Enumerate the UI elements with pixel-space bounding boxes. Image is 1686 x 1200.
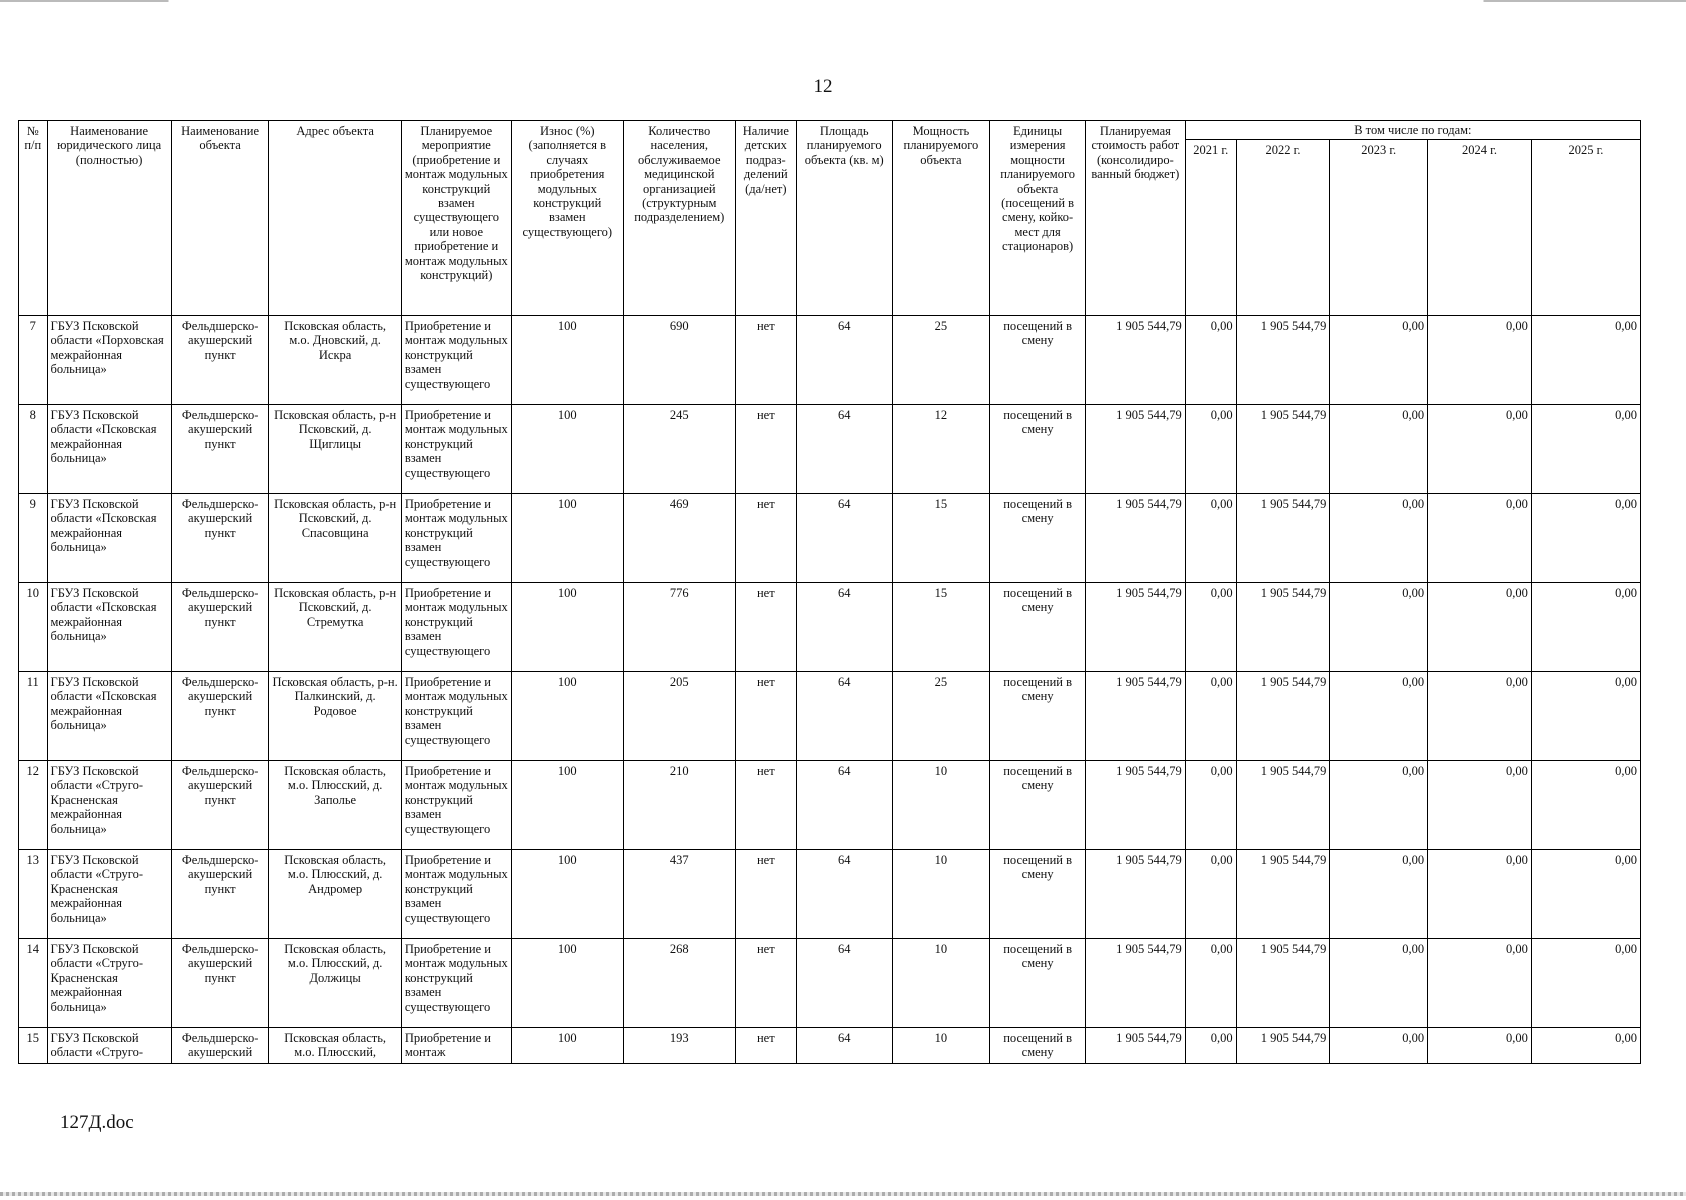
row-num: 8: [19, 405, 48, 494]
row-2025: 0,00: [1531, 672, 1640, 761]
row-object: Фельдшерско-акушерский: [171, 1028, 269, 1064]
header-cost: Планируемая стоимость работ (консолидиро-ванный бюджет): [1085, 121, 1185, 316]
row-entity: ГБУЗ Псковской области «Струго-Красненская межрайонная больница»: [47, 939, 171, 1028]
row-children: нет: [735, 939, 796, 1028]
row-2023: 0,00: [1330, 494, 1428, 583]
header-population: Количество населения, обслуживаемое медицинской организацией (структурным подразделением): [623, 121, 735, 316]
row-object: Фельдшерско-акушерский пункт: [171, 316, 269, 405]
row-wear: 100: [511, 583, 623, 672]
row-population: 268: [623, 939, 735, 1028]
row-units: посещений в смену: [990, 494, 1086, 583]
scan-edge-top: [0, 0, 1686, 2]
row-2024: 0,00: [1428, 672, 1532, 761]
row-2021: 0,00: [1185, 316, 1236, 405]
row-entity: ГБУЗ Псковской области «Псковская межрайонная больница»: [47, 672, 171, 761]
row-area: 64: [796, 850, 892, 939]
row-num: 9: [19, 494, 48, 583]
row-2023: 0,00: [1330, 939, 1428, 1028]
row-area: 64: [796, 761, 892, 850]
row-2023: 0,00: [1330, 583, 1428, 672]
row-2024: 0,00: [1428, 850, 1532, 939]
row-wear: 100: [511, 405, 623, 494]
row-action: Приобретение и монтаж модульных конструкций взамен существующего: [401, 939, 511, 1028]
row-2023: 0,00: [1330, 672, 1428, 761]
row-children: нет: [735, 761, 796, 850]
row-address: Псковская область, м.о. Плюсский,: [269, 1028, 401, 1064]
row-entity: ГБУЗ Псковской области «Струго-: [47, 1028, 171, 1064]
row-2021: 0,00: [1185, 405, 1236, 494]
row-2022: 1 905 544,79: [1236, 761, 1330, 850]
header-units: Единицы измерения мощности планируемого объекта (посещений в смену, койко-мест для стационаров): [990, 121, 1086, 316]
row-num: 10: [19, 583, 48, 672]
row-2023: 0,00: [1330, 850, 1428, 939]
row-units: посещений в смену: [990, 939, 1086, 1028]
row-units: посещений в смену: [990, 761, 1086, 850]
row-capacity: 12: [892, 405, 990, 494]
row-2021: 0,00: [1185, 672, 1236, 761]
table-row: [19, 1028, 1641, 1064]
row-wear: 100: [511, 316, 623, 405]
row-action: Приобретение и монтаж модульных конструкций взамен существующего: [401, 583, 511, 672]
row-children: нет: [735, 672, 796, 761]
row-2024: 0,00: [1428, 494, 1532, 583]
row-population: 210: [623, 761, 735, 850]
row-cost: 1 905 544,79: [1085, 494, 1185, 583]
header-legal-entity: Наименование юридического лица (полностью): [47, 121, 171, 316]
row-object: Фельдшерско-акушерский пункт: [171, 761, 269, 850]
row-population: 690: [623, 316, 735, 405]
row-capacity: 10: [892, 850, 990, 939]
row-num: 13: [19, 850, 48, 939]
header-by-years: В том числе по годам:: [1185, 121, 1640, 140]
row-num: 14: [19, 939, 48, 1028]
row-2023: 0,00: [1330, 316, 1428, 405]
row-population: 193: [623, 1028, 735, 1064]
header-area: Площадь планируемого объекта (кв. м): [796, 121, 892, 316]
row-2022: 1 905 544,79: [1236, 583, 1330, 672]
row-children: нет: [735, 494, 796, 583]
table-row: [19, 583, 1641, 672]
row-units: посещений в смену: [990, 583, 1086, 672]
row-2025: 0,00: [1531, 850, 1640, 939]
row-2021: 0,00: [1185, 1028, 1236, 1064]
row-object: Фельдшерско-акушерский пункт: [171, 583, 269, 672]
row-2021: 0,00: [1185, 939, 1236, 1028]
row-wear: 100: [511, 494, 623, 583]
row-population: 245: [623, 405, 735, 494]
row-2022: 1 905 544,79: [1236, 939, 1330, 1028]
row-2024: 0,00: [1428, 405, 1532, 494]
header-num: № п/п: [19, 121, 48, 316]
table-row: [19, 939, 1641, 1028]
table-row: [19, 494, 1641, 583]
row-entity: ГБУЗ Псковской области «Псковская межрайонная больница»: [47, 583, 171, 672]
row-capacity: 10: [892, 1028, 990, 1064]
row-2025: 0,00: [1531, 405, 1640, 494]
row-2023: 0,00: [1330, 405, 1428, 494]
table-row: [19, 316, 1641, 405]
row-entity: ГБУЗ Псковской области «Псковская межрайонная больница»: [47, 405, 171, 494]
row-population: 437: [623, 850, 735, 939]
row-capacity: 15: [892, 583, 990, 672]
header-year-2024: 2024 г.: [1428, 140, 1532, 316]
row-children: нет: [735, 1028, 796, 1064]
row-address: Псковская область, р-н. Палкинский, д. Родовое: [269, 672, 401, 761]
row-entity: ГБУЗ Псковской области «Струго-Красненская межрайонная больница»: [47, 761, 171, 850]
header-children: Наличие детских подраз-делений (да/нет): [735, 121, 796, 316]
header-capacity: Мощность планируемого объекта: [892, 121, 990, 316]
row-area: 64: [796, 939, 892, 1028]
row-cost: 1 905 544,79: [1085, 583, 1185, 672]
row-cost: 1 905 544,79: [1085, 850, 1185, 939]
header-wear: Износ (%) (заполняется в случаях приобретения модульных конструкций взамен существующего): [511, 121, 623, 316]
row-2025: 0,00: [1531, 1028, 1640, 1064]
header-object-name: Наименование объекта: [171, 121, 269, 316]
row-cost: 1 905 544,79: [1085, 1028, 1185, 1064]
row-2022: 1 905 544,79: [1236, 494, 1330, 583]
row-capacity: 10: [892, 939, 990, 1028]
row-2021: 0,00: [1185, 761, 1236, 850]
row-children: нет: [735, 850, 796, 939]
row-2025: 0,00: [1531, 494, 1640, 583]
row-wear: 100: [511, 939, 623, 1028]
row-action: Приобретение и монтаж модульных конструкций взамен существующего: [401, 405, 511, 494]
row-2022: 1 905 544,79: [1236, 850, 1330, 939]
row-address: Псковская область, р-н Псковский, д. Стремутка: [269, 583, 401, 672]
row-entity: ГБУЗ Псковской области «Порховская межрайонная больница»: [47, 316, 171, 405]
row-capacity: 25: [892, 316, 990, 405]
row-units: посещений в смену: [990, 405, 1086, 494]
row-area: 64: [796, 316, 892, 405]
row-2021: 0,00: [1185, 583, 1236, 672]
row-area: 64: [796, 583, 892, 672]
row-units: посещений в смену: [990, 1028, 1086, 1064]
table-row: [19, 672, 1641, 761]
row-entity: ГБУЗ Псковской области «Струго-Красненская межрайонная больница»: [47, 850, 171, 939]
facilities-table: [18, 120, 1641, 1064]
row-2024: 0,00: [1428, 583, 1532, 672]
row-2025: 0,00: [1531, 583, 1640, 672]
row-wear: 100: [511, 1028, 623, 1064]
header-year-2021: 2021 г.: [1185, 140, 1236, 316]
row-area: 64: [796, 494, 892, 583]
row-units: посещений в смену: [990, 672, 1086, 761]
header-year-2023: 2023 г.: [1330, 140, 1428, 316]
row-address: Псковская область, м.о. Плюсский, д. Заполье: [269, 761, 401, 850]
row-entity: ГБУЗ Псковской области «Псковская межрайонная больница»: [47, 494, 171, 583]
row-address: Псковская область, р-н Псковский, д. Спасовщина: [269, 494, 401, 583]
row-action: Приобретение и монтаж модульных конструкций взамен существующего: [401, 850, 511, 939]
row-population: 469: [623, 494, 735, 583]
row-object: Фельдшерско-акушерский пункт: [171, 850, 269, 939]
row-2024: 0,00: [1428, 1028, 1532, 1064]
row-children: нет: [735, 316, 796, 405]
row-2022: 1 905 544,79: [1236, 1028, 1330, 1064]
row-population: 205: [623, 672, 735, 761]
row-children: нет: [735, 405, 796, 494]
row-area: 64: [796, 405, 892, 494]
row-object: Фельдшерско-акушерский пункт: [171, 939, 269, 1028]
header-row-1: [19, 121, 1641, 140]
row-area: 64: [796, 1028, 892, 1064]
row-area: 64: [796, 672, 892, 761]
table-row: [19, 761, 1641, 850]
row-address: Псковская область, м.о. Дновский, д. Искра: [269, 316, 401, 405]
row-2021: 0,00: [1185, 494, 1236, 583]
row-cost: 1 905 544,79: [1085, 405, 1185, 494]
row-2025: 0,00: [1531, 761, 1640, 850]
row-2023: 0,00: [1330, 1028, 1428, 1064]
row-wear: 100: [511, 850, 623, 939]
row-cost: 1 905 544,79: [1085, 761, 1185, 850]
row-num: 11: [19, 672, 48, 761]
row-children: нет: [735, 583, 796, 672]
row-cost: 1 905 544,79: [1085, 672, 1185, 761]
table-body: [19, 316, 1641, 1064]
header-year-2025: 2025 г.: [1531, 140, 1640, 316]
row-2024: 0,00: [1428, 761, 1532, 850]
scan-edge-bottom: [0, 1192, 1686, 1196]
page-number: 12: [813, 76, 833, 97]
row-capacity: 25: [892, 672, 990, 761]
row-address: Псковская область, р-н Псковский, д. Щиглицы: [269, 405, 401, 494]
row-wear: 100: [511, 672, 623, 761]
row-action: Приобретение и монтаж модульных конструкций взамен существующего: [401, 316, 511, 405]
row-2022: 1 905 544,79: [1236, 405, 1330, 494]
row-address: Псковская область, м.о. Плюсский, д. Должицы: [269, 939, 401, 1028]
row-num: 12: [19, 761, 48, 850]
row-cost: 1 905 544,79: [1085, 316, 1185, 405]
row-action: Приобретение и монтаж модульных конструкций взамен существующего: [401, 672, 511, 761]
row-2024: 0,00: [1428, 939, 1532, 1028]
row-action: Приобретение и монтаж: [401, 1028, 511, 1064]
row-capacity: 10: [892, 761, 990, 850]
row-capacity: 15: [892, 494, 990, 583]
header-address: Адрес объекта: [269, 121, 401, 316]
table-row: [19, 850, 1641, 939]
row-2022: 1 905 544,79: [1236, 316, 1330, 405]
header-year-2022: 2022 г.: [1236, 140, 1330, 316]
row-address: Псковская область, м.о. Плюсский, д. Андромер: [269, 850, 401, 939]
row-object: Фельдшерско-акушерский пункт: [171, 405, 269, 494]
row-2025: 0,00: [1531, 939, 1640, 1028]
row-num: 15: [19, 1028, 48, 1064]
row-object: Фельдшерско-акушерский пункт: [171, 672, 269, 761]
row-cost: 1 905 544,79: [1085, 939, 1185, 1028]
row-2025: 0,00: [1531, 316, 1640, 405]
row-object: Фельдшерско-акушерский пункт: [171, 494, 269, 583]
row-num: 7: [19, 316, 48, 405]
row-action: Приобретение и монтаж модульных конструкций взамен существующего: [401, 494, 511, 583]
row-units: посещений в смену: [990, 316, 1086, 405]
footer-file-name: 127Д.doc: [60, 1112, 134, 1133]
header-planned-action: Планируемое мероприятие (приобретение и монтаж модульных конструкций взамен существующего или новое приобретение и монтаж модульных конструкций): [401, 121, 511, 316]
row-2021: 0,00: [1185, 850, 1236, 939]
row-2022: 1 905 544,79: [1236, 672, 1330, 761]
row-2023: 0,00: [1330, 761, 1428, 850]
row-2024: 0,00: [1428, 316, 1532, 405]
row-wear: 100: [511, 761, 623, 850]
row-population: 776: [623, 583, 735, 672]
table-row: [19, 405, 1641, 494]
row-units: посещений в смену: [990, 850, 1086, 939]
row-action: Приобретение и монтаж модульных конструкций взамен существующего: [401, 761, 511, 850]
